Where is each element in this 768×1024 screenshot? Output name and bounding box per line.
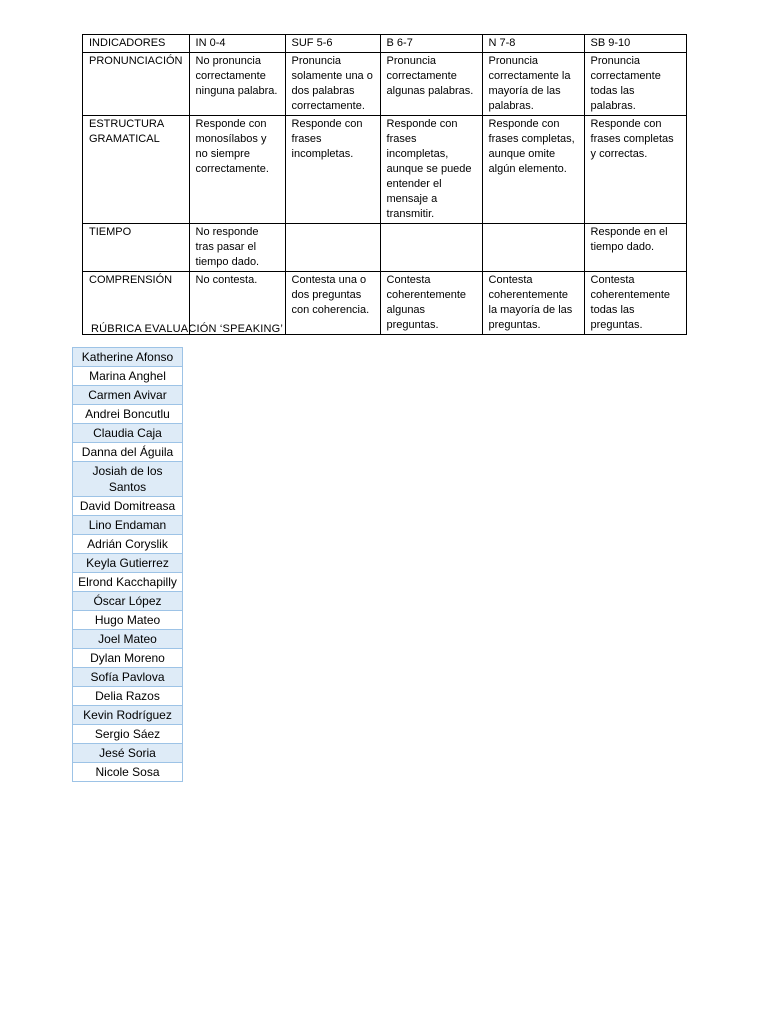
rubric-indicator-cell: TIEMPO <box>83 224 190 272</box>
rubric-cell <box>285 224 380 272</box>
student-row <box>73 592 183 611</box>
student-name: Hugo Mateo <box>73 611 183 630</box>
rubric-row-tiempo <box>83 224 687 272</box>
rubric-cell: Pronuncia correctamente todas las palabras. <box>584 53 686 116</box>
rubric-header-cell: IN 0-4 <box>189 35 285 53</box>
student-name: Dylan Moreno <box>73 649 183 668</box>
rubric-cell: No responde tras pasar el tiempo dado. <box>189 224 285 272</box>
student-row <box>73 424 183 443</box>
student-name: Lino Endaman <box>73 516 183 535</box>
rubric-caption: RÚBRICA EVALUACIÓN ‘SPEAKING’ <box>91 323 284 335</box>
student-row <box>73 668 183 687</box>
rubric-cell: Responde con frases incompletas, aunque se puede entender el mensaje a transmitir. <box>380 116 482 224</box>
student-row <box>73 725 183 744</box>
student-name: Andrei Boncutlu <box>73 405 183 424</box>
rubric-cell <box>380 224 482 272</box>
student-list-table <box>72 347 183 782</box>
student-row <box>73 405 183 424</box>
student-name: Marina Anghel <box>73 367 183 386</box>
rubric-indicator-cell: COMPRENSIÓN <box>83 272 190 335</box>
student-row <box>73 649 183 668</box>
student-name: David Domitreasa <box>73 497 183 516</box>
rubric-header-cell: N 7-8 <box>482 35 584 53</box>
rubric-header-cell: B 6-7 <box>380 35 482 53</box>
student-row <box>73 763 183 782</box>
student-name: Jesé Soria <box>73 744 183 763</box>
rubric-cell: No contesta. <box>189 272 285 335</box>
student-row <box>73 443 183 462</box>
rubric-cell: Pronuncia solamente una o dos palabras correctamente. <box>285 53 380 116</box>
student-name: Sergio Sáez <box>73 725 183 744</box>
rubric-cell: Responde con frases completas y correctas. <box>584 116 686 224</box>
student-name: Joel Mateo <box>73 630 183 649</box>
student-name: Adrián Coryslik <box>73 535 183 554</box>
student-row <box>73 630 183 649</box>
rubric-row-pronunciacion <box>83 53 687 116</box>
student-name: Elrond Kacchapilly <box>73 573 183 592</box>
rubric-cell: Responde con frases completas, aunque omite algún elemento. <box>482 116 584 224</box>
student-name: Óscar López <box>73 592 183 611</box>
rubric-header-cell: SB 9-10 <box>584 35 686 53</box>
rubric-cell: Responde en el tiempo dado. <box>584 224 686 272</box>
rubric-cell: Pronuncia correctamente algunas palabras. <box>380 53 482 116</box>
rubric-row-estructura <box>83 116 687 224</box>
student-row <box>73 744 183 763</box>
student-row <box>73 348 183 367</box>
rubric-table <box>82 34 687 335</box>
student-name: Josiah de los Santos <box>73 462 183 497</box>
student-row <box>73 611 183 630</box>
student-row <box>73 535 183 554</box>
rubric-cell: Responde con frases incompletas. <box>285 116 380 224</box>
rubric-cell: No pronuncia correctamente ninguna palabra. <box>189 53 285 116</box>
student-name: Kevin Rodríguez <box>73 706 183 725</box>
student-name: Keyla Gutierrez <box>73 554 183 573</box>
rubric-cell: Contesta coherentemente todas las preguntas. <box>584 272 686 335</box>
student-row <box>73 573 183 592</box>
student-name: Nicole Sosa <box>73 763 183 782</box>
rubric-cell: Contesta coherentemente la mayoría de las preguntas. <box>482 272 584 335</box>
student-name: Danna del Águila <box>73 443 183 462</box>
rubric-indicator-cell: ESTRUCTURA GRAMATICAL <box>83 116 190 224</box>
student-name: Claudia Caja <box>73 424 183 443</box>
rubric-indicator-cell: PRONUNCIACIÓN <box>83 53 190 116</box>
student-name: Sofía Pavlova <box>73 668 183 687</box>
rubric-header-cell: INDICADORES <box>83 35 190 53</box>
rubric-header-cell: SUF 5-6 <box>285 35 380 53</box>
student-row <box>73 462 183 497</box>
rubric-header-row <box>83 35 687 53</box>
rubric-cell <box>482 224 584 272</box>
student-row <box>73 554 183 573</box>
student-row <box>73 386 183 405</box>
student-name: Carmen Avivar <box>73 386 183 405</box>
student-name: Katherine Afonso <box>73 348 183 367</box>
student-row <box>73 516 183 535</box>
rubric-cell: Pronuncia correctamente la mayoría de las palabras. <box>482 53 584 116</box>
rubric-cell: Contesta coherentemente algunas preguntas. <box>380 272 482 335</box>
student-row <box>73 687 183 706</box>
rubric-cell: Responde con monosílabos y no siempre correctamente. <box>189 116 285 224</box>
student-row <box>73 497 183 516</box>
student-row <box>73 367 183 386</box>
rubric-cell: Contesta una o dos preguntas con coherencia. <box>285 272 380 335</box>
student-row <box>73 706 183 725</box>
student-name: Delia Razos <box>73 687 183 706</box>
